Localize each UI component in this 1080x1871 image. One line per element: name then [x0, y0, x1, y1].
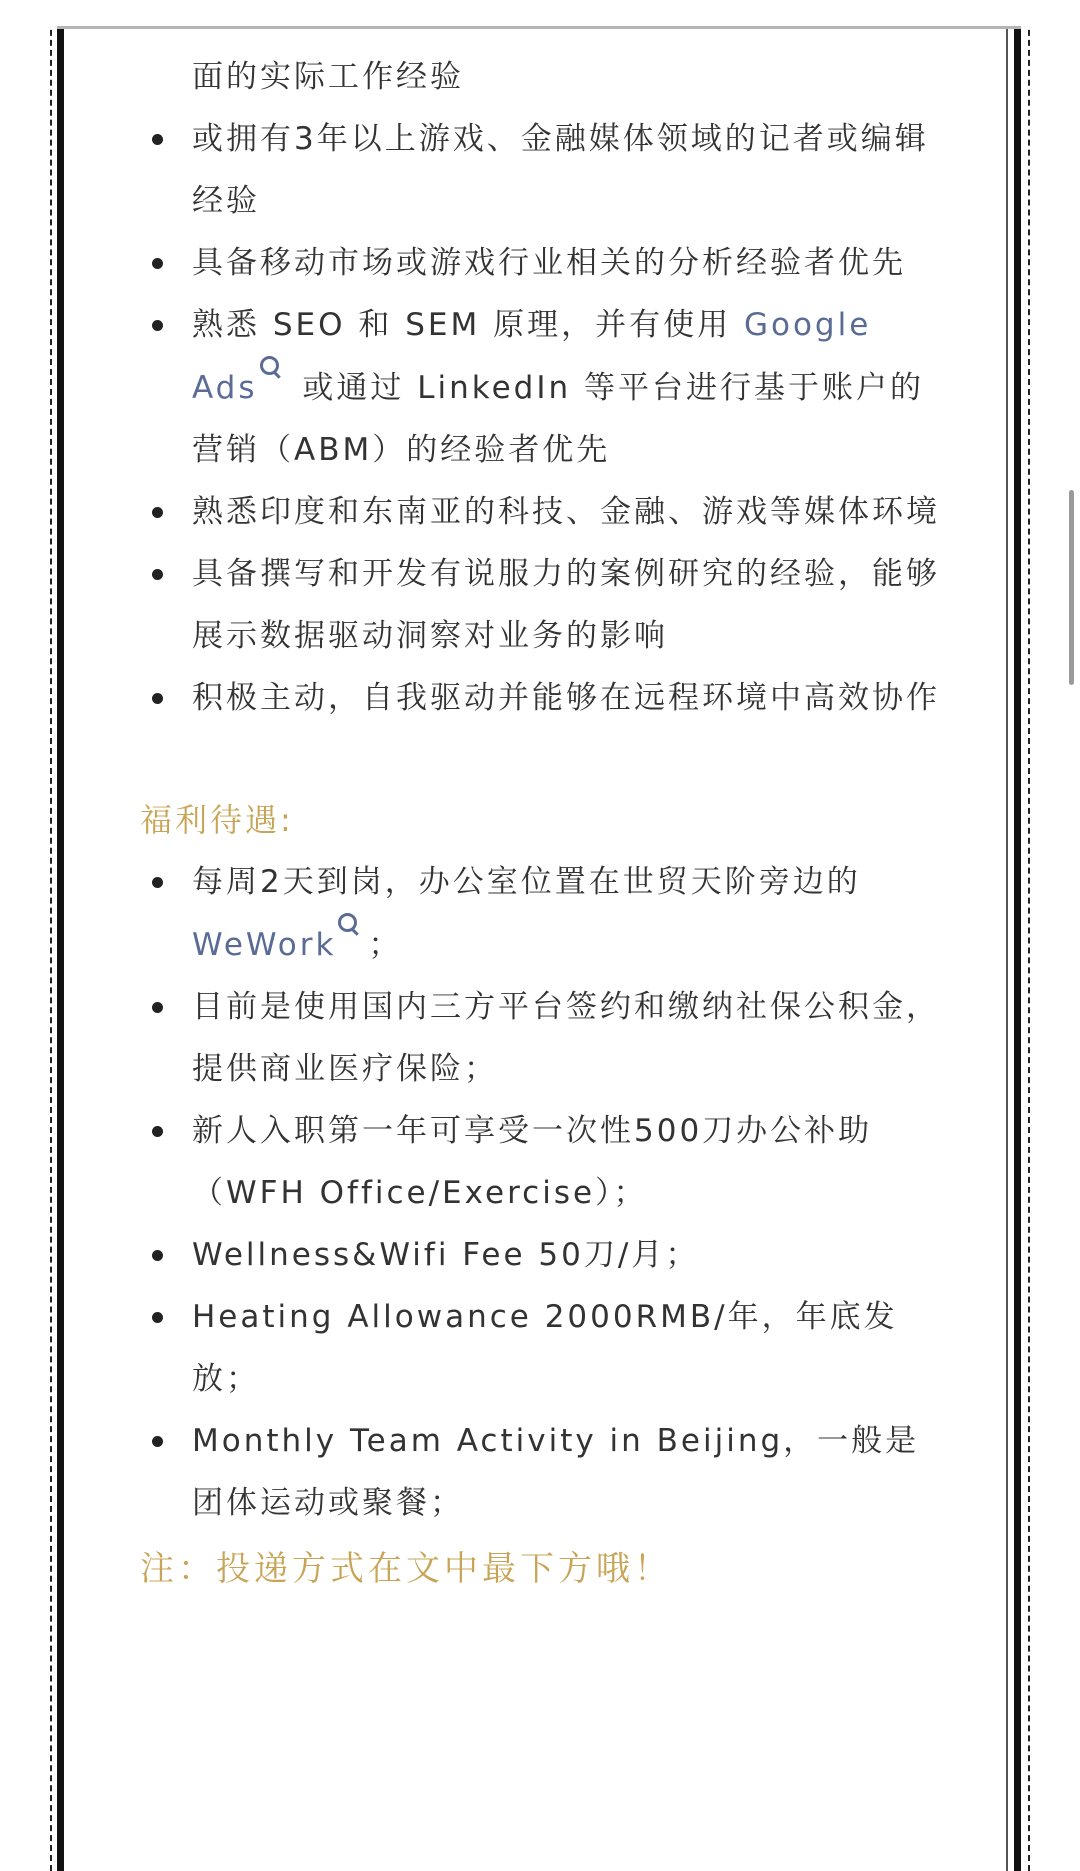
list-item-text: 或拥有3年以上游戏、金融媒体领域的记者或编辑经验 — [192, 121, 929, 219]
list-item — [140, 232, 940, 294]
list-item-text: 熟悉 SEO 和 SEM 原理，并有使用 — [192, 307, 744, 343]
list-item-text: Heating Allowance 2000RMB/年，年底发放； — [192, 1299, 898, 1397]
list-item — [140, 667, 940, 729]
wework-link[interactable]: WeWork — [192, 927, 337, 963]
bullet-dot — [152, 1002, 163, 1013]
list-item-text: Wellness&Wifi Fee 50刀/月； — [192, 1237, 700, 1273]
list-item-text: 具备移动市场或游戏行业相关的分析经验者优先 — [192, 245, 906, 281]
benefits-list — [140, 851, 940, 1534]
list-item — [140, 1410, 940, 1534]
list-item-text: 或通过 LinkedIn 等平台进行基于账户的营销（ABM）的经验者优先 — [192, 370, 924, 468]
list-item — [140, 294, 940, 481]
search-icon[interactable] — [260, 356, 284, 380]
frame-thin-right — [1006, 0, 1008, 1871]
frame-top-line — [57, 26, 1021, 29]
list-item — [140, 108, 940, 232]
list-item-text: ； — [368, 927, 403, 963]
list-item-text: 目前是使用国内三方平台签约和缴纳社保公积金，提供商业医疗保险； — [192, 989, 940, 1087]
bullet-dot — [152, 693, 163, 704]
frame-dashed-right — [1028, 0, 1030, 1871]
list-item-text: Monthly Team Activity in Beijing，一般是团体运动或聚餐； — [192, 1423, 920, 1521]
list-item — [140, 976, 940, 1100]
google-ads-link[interactable]: Google Ads — [192, 307, 872, 406]
bullet-dot — [152, 877, 163, 888]
list-item-text: 新人入职第一年可享受一次性500刀办公补助（WFH Office/Exercise）； — [192, 1113, 873, 1211]
bullet-dot — [152, 1312, 163, 1323]
list-item-text: 积极主动，自我驱动并能够在远程环境中高效协作 — [192, 680, 940, 716]
frame-solid-right — [1014, 0, 1021, 1871]
bullet-dot — [152, 1436, 163, 1447]
list-item-text: 熟悉印度和东南亚的科技、金融、游戏等媒体环境 — [192, 494, 940, 530]
bullet-dot — [152, 258, 163, 269]
scrollbar[interactable] — [1069, 490, 1074, 685]
bullet-dot — [152, 507, 163, 518]
list-item — [140, 1100, 940, 1224]
list-item-text: 具备撰写和开发有说服力的案例研究的经验，能够展示数据驱动洞察对业务的影响 — [192, 556, 940, 654]
list-item — [140, 851, 940, 976]
bullet-dot — [152, 320, 163, 331]
list-item — [140, 1286, 940, 1410]
bullet-dot — [152, 1126, 163, 1137]
list-item — [140, 543, 940, 667]
list-item — [140, 1224, 940, 1286]
requirements-list — [140, 0, 940, 729]
bullet-dot — [152, 569, 163, 580]
search-icon[interactable] — [338, 913, 362, 937]
benefits-heading: 福利待遇: — [140, 801, 294, 839]
list-item-text: 面的实际工作经验 — [192, 59, 464, 95]
list-item-text: 每周2天到岗，办公室位置在世贸天阶旁边的 — [192, 864, 861, 900]
bullet-dot — [152, 1250, 163, 1261]
article-content — [140, 0, 940, 1600]
bullet-dot — [152, 134, 163, 145]
list-item — [140, 481, 940, 543]
top-clip — [0, 0, 1080, 26]
application-note: 注：投递方式在文中最下方哦！ — [140, 1549, 672, 1589]
frame-dashed-left — [50, 0, 52, 1871]
frame-solid-left — [57, 0, 64, 1871]
